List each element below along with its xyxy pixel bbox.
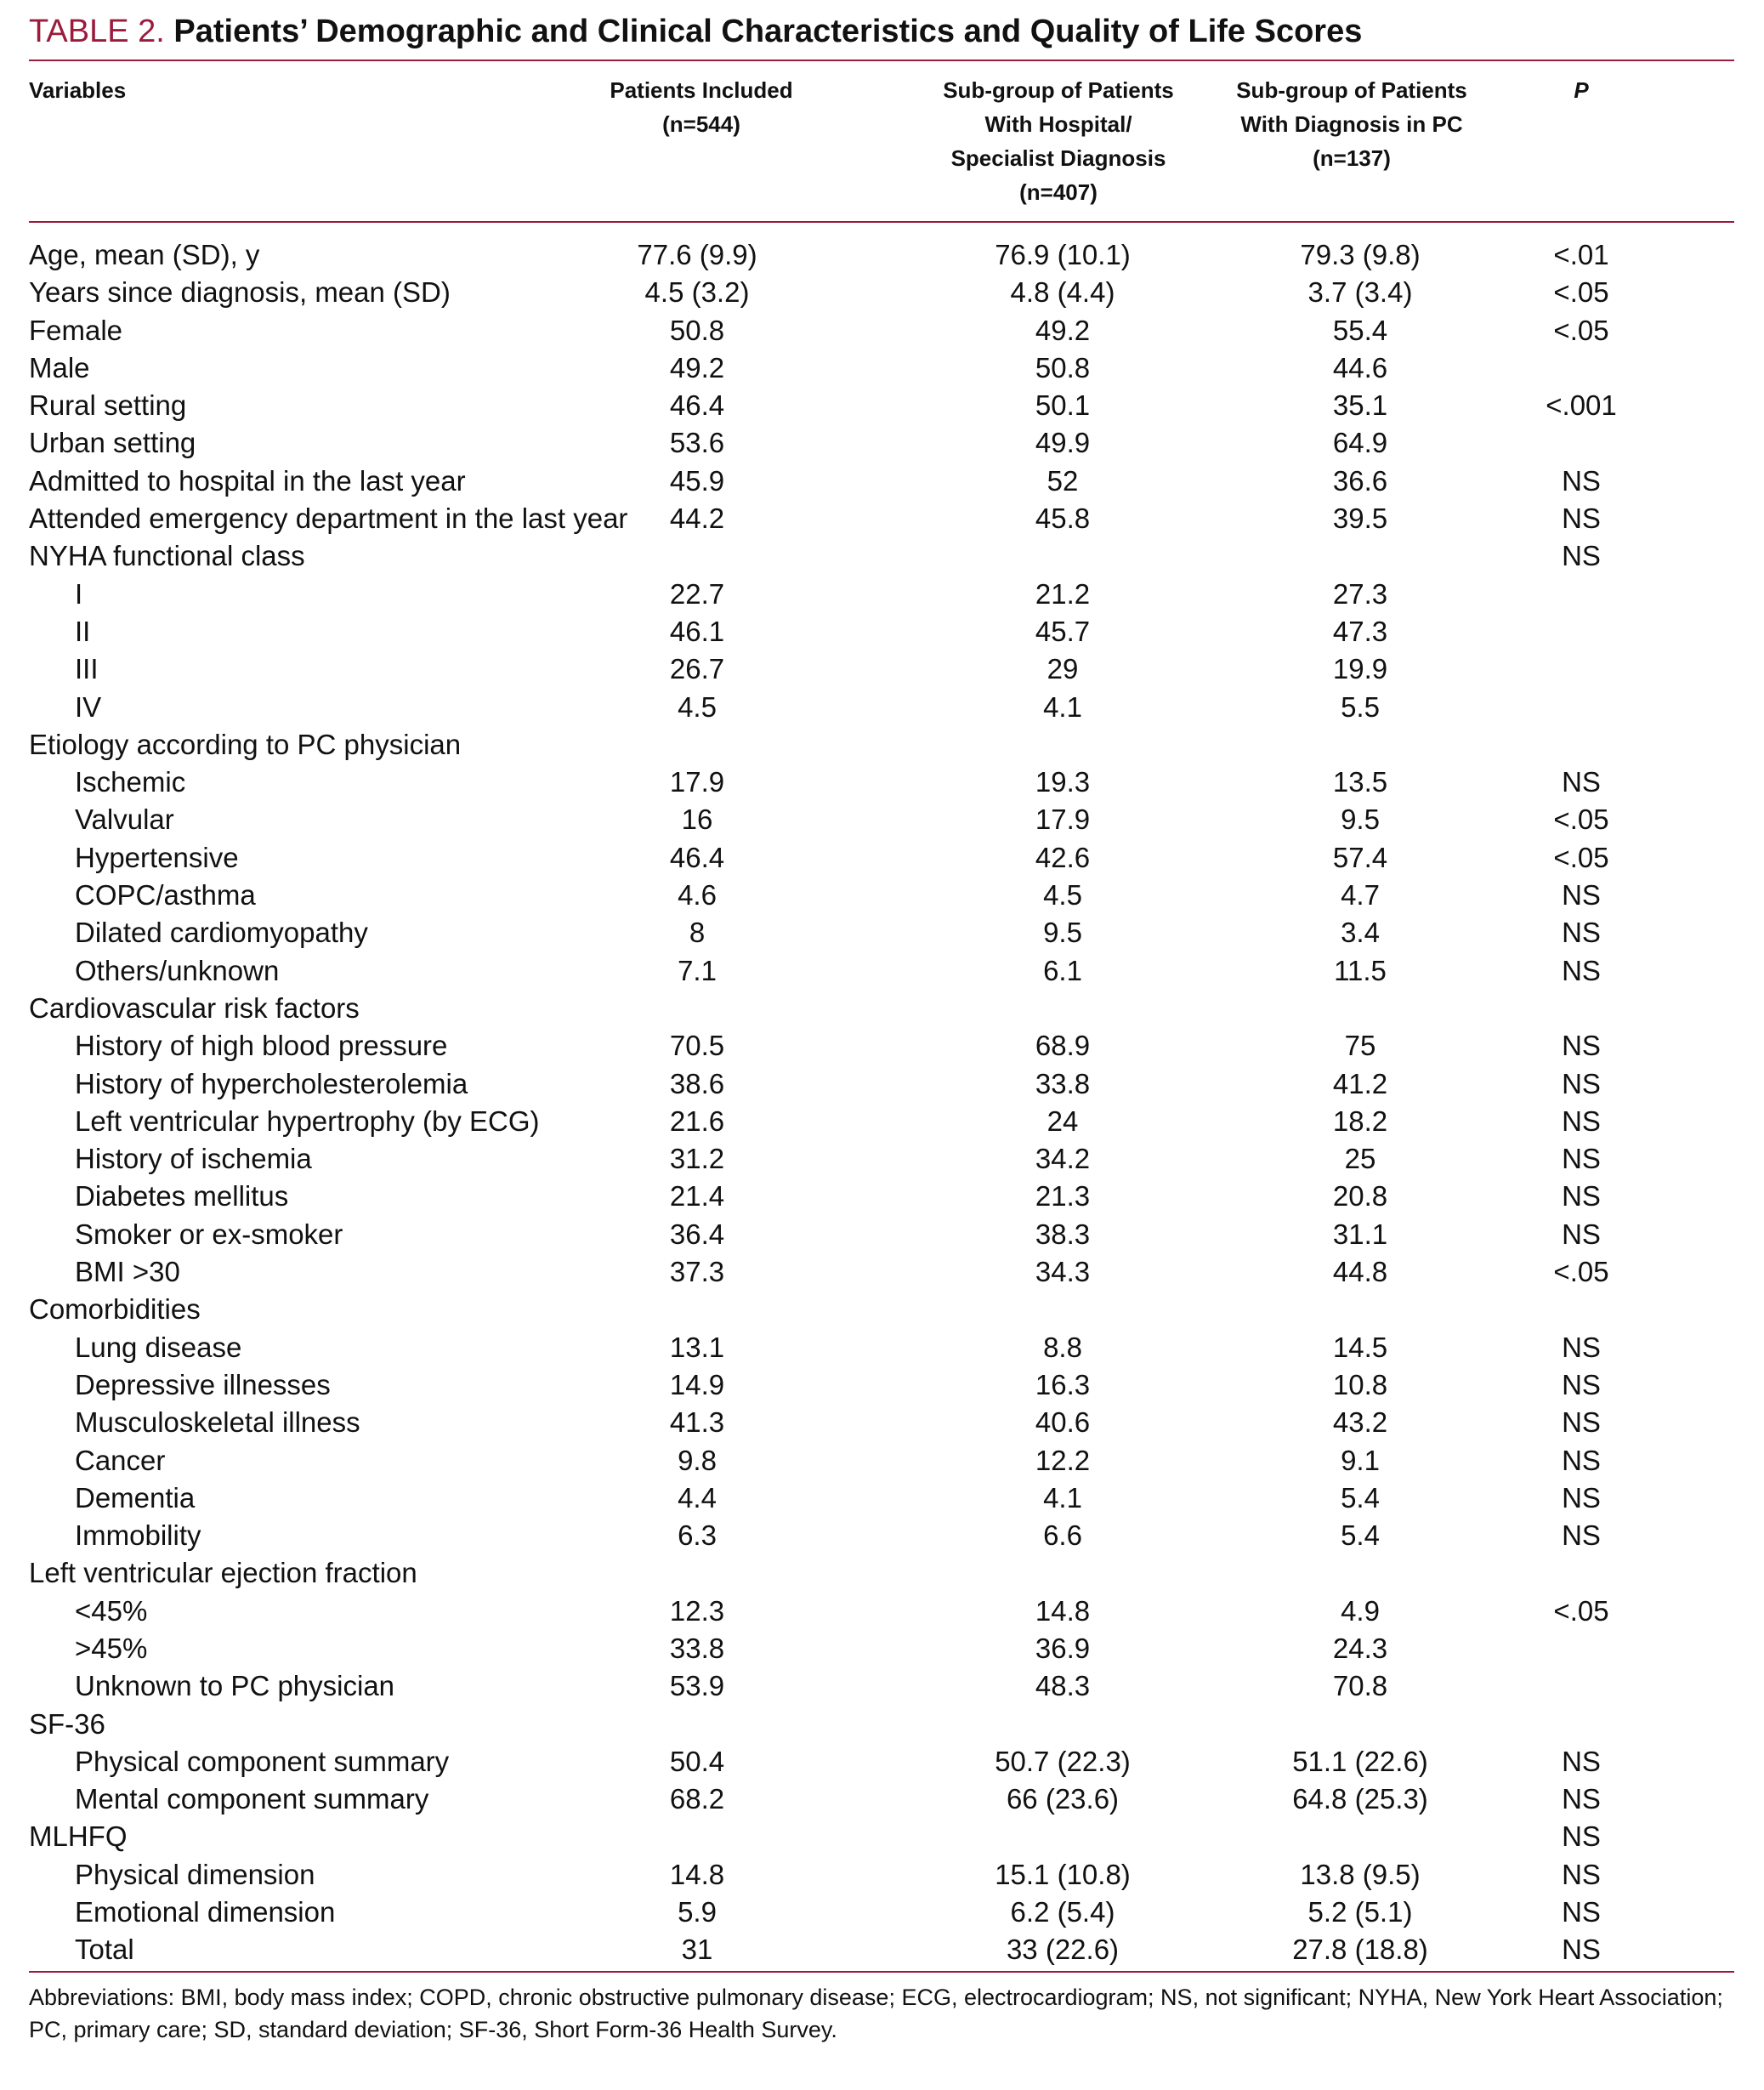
cell-hospital-specialist: 19.3 <box>1035 766 1091 798</box>
header-line: (n=137) <box>1313 145 1391 171</box>
table-caption: Patients’ Demographic and Clinical Characteristics and Quality of Life Scores <box>173 14 1363 49</box>
cell-patients-included: 68.2 <box>669 1783 725 1815</box>
table-row <box>0 1178 1764 1215</box>
header-line: With Hospital/ <box>984 111 1132 137</box>
cell-p-value: NS <box>1562 954 1601 986</box>
row-label: Physical dimension <box>75 1858 315 1890</box>
row-label: COPC/asthma <box>75 879 256 912</box>
cell-diagnosis-pc: 13.8 (9.5) <box>1300 1858 1421 1890</box>
cell-patients-included: 21.6 <box>669 1105 725 1137</box>
cell-patients-included: 33.8 <box>669 1632 725 1664</box>
cell-hospital-specialist: 4.8 (4.4) <box>1010 276 1115 309</box>
table-row <box>0 1216 1764 1253</box>
header-patients-included <box>561 73 842 141</box>
table-row <box>0 1743 1764 1780</box>
table-row <box>0 1894 1764 1931</box>
cell-diagnosis-pc: 5.5 <box>1341 690 1380 723</box>
cell-diagnosis-pc: 18.2 <box>1332 1105 1388 1137</box>
table-row <box>0 1442 1764 1479</box>
table-row <box>0 1856 1764 1894</box>
cell-diagnosis-pc: 9.1 <box>1341 1444 1380 1476</box>
cell-patients-included: 4.5 <box>678 690 717 723</box>
cell-diagnosis-pc: 44.8 <box>1332 1256 1388 1288</box>
row-label: IV <box>75 690 102 723</box>
cell-patients-included: 46.4 <box>669 389 725 422</box>
table-row <box>0 236 1764 274</box>
row-label: Musculoskeletal illness <box>75 1406 360 1439</box>
cell-patients-included: 46.1 <box>669 615 725 647</box>
row-label: Rural setting <box>29 389 187 422</box>
cell-patients-included: 6.3 <box>678 1519 717 1552</box>
table-row <box>0 1593 1764 1630</box>
cell-diagnosis-pc: 51.1 (22.6) <box>1292 1745 1428 1777</box>
table-row <box>0 801 1764 838</box>
table-row <box>0 1366 1764 1404</box>
row-label: Left ventricular hypertrophy (by ECG) <box>75 1105 540 1137</box>
cell-patients-included: 17.9 <box>669 766 725 798</box>
cell-patients-included: 31 <box>681 1934 713 1966</box>
cell-patients-included: 21.4 <box>669 1180 725 1213</box>
cell-patients-included: 7.1 <box>678 954 717 986</box>
table-row <box>0 1329 1764 1366</box>
cell-p-value: NS <box>1562 1934 1601 1966</box>
table-row <box>0 914 1764 951</box>
cell-diagnosis-pc: 10.8 <box>1332 1368 1388 1400</box>
cell-p-value: <.05 <box>1553 1594 1609 1627</box>
row-label: Left ventricular ejection fraction <box>29 1557 417 1589</box>
row-label: Cardiovascular risk factors <box>29 991 360 1024</box>
row-label: Unknown to PC physician <box>75 1670 395 1702</box>
cell-hospital-specialist: 15.1 (10.8) <box>995 1858 1131 1890</box>
row-label: III <box>75 653 99 685</box>
cell-hospital-specialist: 6.2 (5.4) <box>1010 1896 1115 1928</box>
table-row <box>0 312 1764 349</box>
cell-diagnosis-pc: 9.5 <box>1341 804 1380 836</box>
cell-hospital-specialist: 50.7 (22.3) <box>995 1745 1131 1777</box>
cell-patients-included: 8 <box>689 917 706 949</box>
table-row <box>0 877 1764 914</box>
cell-hospital-specialist: 68.9 <box>1035 1030 1091 1062</box>
header-line: Sub-group of Patients <box>1236 77 1467 103</box>
cell-patients-included: 45.9 <box>669 464 725 497</box>
cell-hospital-specialist: 21.2 <box>1035 577 1091 610</box>
cell-hospital-specialist: 50.1 <box>1035 389 1091 422</box>
cell-diagnosis-pc: 3.7 (3.4) <box>1307 276 1413 309</box>
cell-patients-included: 77.6 (9.9) <box>637 239 757 270</box>
cell-diagnosis-pc: 36.6 <box>1332 464 1388 497</box>
row-label: Lung disease <box>75 1331 242 1363</box>
table-row <box>0 1291 1764 1328</box>
cell-diagnosis-pc: 64.9 <box>1332 427 1388 459</box>
cell-hospital-specialist: 21.3 <box>1035 1180 1091 1213</box>
cell-patients-included: 13.1 <box>669 1331 725 1363</box>
cell-hospital-specialist: 38.3 <box>1035 1218 1091 1250</box>
header-line: Specialist Diagnosis <box>950 145 1166 171</box>
cell-patients-included: 12.3 <box>669 1594 725 1627</box>
table-row <box>0 500 1764 537</box>
cell-diagnosis-pc: 5.2 (5.1) <box>1307 1896 1413 1928</box>
table-row <box>0 1404 1764 1441</box>
row-label: Admitted to hospital in the last year <box>29 464 466 497</box>
row-label: Depressive illnesses <box>75 1368 331 1400</box>
header-diagnosis-pc <box>1211 73 1492 175</box>
header-line: (n=544) <box>662 111 740 137</box>
table-row <box>0 537 1764 575</box>
row-label: Comorbidities <box>29 1293 201 1326</box>
top-rule <box>29 60 1734 61</box>
row-label: History of high blood pressure <box>75 1030 448 1062</box>
table-row <box>0 1818 1764 1855</box>
footnote: Abbreviations: BMI, body mass index; COPD, chronic obstructive pulmonary disease; ECG, electrocardiogram; NS, not significant; NYHA, New York Heart Association; PC, primary care; SD, standard deviation; SF-36, Short Form-36 Health Survey. <box>29 1985 1723 2042</box>
cell-hospital-specialist: 45.8 <box>1035 503 1091 535</box>
cell-diagnosis-pc: 5.4 <box>1341 1519 1380 1552</box>
cell-p-value: NS <box>1562 1820 1601 1853</box>
cell-patients-included: 37.3 <box>669 1256 725 1288</box>
cell-hospital-specialist: 14.8 <box>1035 1594 1091 1627</box>
cell-patients-included: 36.4 <box>669 1218 725 1250</box>
cell-patients-included: 22.7 <box>669 577 725 610</box>
bottom-rule <box>29 1971 1734 1973</box>
cell-patients-included: 46.4 <box>669 841 725 873</box>
cell-hospital-specialist: 34.3 <box>1035 1256 1091 1288</box>
table-row <box>0 1667 1764 1705</box>
cell-patients-included: 4.4 <box>678 1481 717 1514</box>
row-label: Immobility <box>75 1519 201 1552</box>
cell-diagnosis-pc: 64.8 (25.3) <box>1292 1783 1428 1815</box>
cell-p-value: NS <box>1562 1783 1601 1815</box>
table-row <box>0 1630 1764 1667</box>
cell-p-value: NS <box>1562 879 1601 912</box>
cell-hospital-specialist: 24 <box>1046 1105 1079 1137</box>
table-row <box>0 650 1764 688</box>
table-row <box>0 1780 1764 1818</box>
cell-patients-included: 50.4 <box>669 1745 725 1777</box>
row-label: Diabetes mellitus <box>75 1180 289 1213</box>
row-label: Attended emergency department in the last year <box>29 503 628 535</box>
row-label: MLHFQ <box>29 1820 128 1853</box>
cell-patients-included: 50.8 <box>669 314 725 346</box>
cell-p-value: <.05 <box>1553 276 1609 309</box>
cell-diagnosis-pc: 41.2 <box>1332 1067 1388 1099</box>
cell-p-value: NS <box>1562 1519 1601 1552</box>
cell-patients-included: 5.9 <box>678 1896 717 1928</box>
cell-p-value: NS <box>1562 540 1601 572</box>
table-row <box>0 1253 1764 1291</box>
table-row <box>0 1140 1764 1178</box>
cell-patients-included: 38.6 <box>669 1067 725 1099</box>
cell-p-value: NS <box>1562 1105 1601 1137</box>
table-row <box>0 990 1764 1027</box>
cell-p-value: NS <box>1562 917 1601 949</box>
row-label: NYHA functional class <box>29 540 305 572</box>
cell-diagnosis-pc: 19.9 <box>1332 653 1388 685</box>
table-row <box>0 726 1764 764</box>
header-line: Patients Included <box>610 77 793 103</box>
table-body <box>0 236 1764 1969</box>
cell-p-value: NS <box>1562 503 1601 535</box>
table-row <box>0 613 1764 650</box>
cell-diagnosis-pc: 4.7 <box>1341 879 1380 912</box>
table-row <box>0 1065 1764 1103</box>
cell-patients-included: 31.2 <box>669 1143 725 1175</box>
cell-patients-included: 53.9 <box>669 1670 725 1702</box>
cell-hospital-specialist: 36.9 <box>1035 1632 1091 1664</box>
row-label: >45% <box>75 1632 148 1664</box>
cell-diagnosis-pc: 3.4 <box>1341 917 1380 949</box>
header-rule <box>29 221 1734 223</box>
table-row <box>0 689 1764 726</box>
cell-hospital-specialist: 9.5 <box>1043 917 1082 949</box>
cell-hospital-specialist: 6.6 <box>1043 1519 1082 1552</box>
table-row <box>0 952 1764 990</box>
cell-patients-included: 70.5 <box>669 1030 725 1062</box>
header-line: Sub-group of Patients <box>943 77 1174 103</box>
cell-p-value: NS <box>1562 1406 1601 1439</box>
cell-p-value: <.05 <box>1553 804 1609 836</box>
header-p-value: P <box>1574 77 1589 103</box>
cell-patients-included: 49.2 <box>669 351 725 383</box>
cell-diagnosis-pc: 70.8 <box>1332 1670 1388 1702</box>
table-row <box>0 424 1764 462</box>
cell-hospital-specialist: 49.2 <box>1035 314 1091 346</box>
row-label: I <box>75 577 83 610</box>
cell-hospital-specialist: 12.2 <box>1035 1444 1091 1476</box>
cell-diagnosis-pc: 13.5 <box>1332 766 1388 798</box>
cell-diagnosis-pc: 14.5 <box>1332 1331 1388 1363</box>
cell-diagnosis-pc: 5.4 <box>1341 1481 1380 1514</box>
cell-hospital-specialist: 33.8 <box>1035 1067 1091 1099</box>
row-label: Smoker or ex-smoker <box>75 1218 343 1250</box>
row-label: Urban setting <box>29 427 196 459</box>
row-label: Female <box>29 314 123 346</box>
cell-hospital-specialist: 4.5 <box>1043 879 1082 912</box>
row-label: Total <box>75 1934 134 1966</box>
header-line: With Diagnosis in PC <box>1240 111 1463 137</box>
row-label: Mental component summary <box>75 1783 429 1815</box>
table-row <box>0 1027 1764 1065</box>
row-label: History of hypercholesterolemia <box>75 1067 468 1099</box>
header-variables: Variables <box>29 77 127 103</box>
cell-diagnosis-pc: 39.5 <box>1332 503 1388 535</box>
row-label: Valvular <box>75 804 174 836</box>
table-row <box>0 576 1764 613</box>
cell-p-value: NS <box>1562 1444 1601 1476</box>
cell-p-value: <.05 <box>1553 1256 1609 1288</box>
table-row <box>0 1706 1764 1743</box>
table-row <box>0 349 1764 387</box>
row-label: II <box>75 615 91 647</box>
table-row <box>0 1554 1764 1592</box>
cell-p-value: <.001 <box>1546 389 1617 422</box>
row-label: History of ischemia <box>75 1143 312 1175</box>
row-label: BMI >30 <box>75 1256 180 1288</box>
cell-diagnosis-pc: 75 <box>1344 1030 1376 1062</box>
cell-hospital-specialist: 8.8 <box>1043 1331 1082 1363</box>
cell-hospital-specialist: 6.1 <box>1043 954 1082 986</box>
table-row <box>0 1103 1764 1140</box>
cell-p-value: NS <box>1562 1481 1601 1514</box>
cell-diagnosis-pc: 43.2 <box>1332 1406 1388 1439</box>
table-row <box>0 274 1764 311</box>
cell-hospital-specialist: 17.9 <box>1035 804 1091 836</box>
cell-hospital-specialist: 40.6 <box>1035 1406 1091 1439</box>
row-label: Years since diagnosis, mean (SD) <box>29 276 451 309</box>
cell-hospital-specialist: 52 <box>1046 464 1079 497</box>
cell-hospital-specialist: 29 <box>1046 653 1079 685</box>
row-label: Emotional dimension <box>75 1896 336 1928</box>
cell-patients-included: 26.7 <box>669 653 725 685</box>
cell-diagnosis-pc: 27.3 <box>1332 577 1388 610</box>
cell-p-value: NS <box>1562 1067 1601 1099</box>
cell-diagnosis-pc: 20.8 <box>1332 1180 1388 1213</box>
cell-p-value: NS <box>1562 1180 1601 1213</box>
cell-patients-included: 53.6 <box>669 427 725 459</box>
cell-hospital-specialist: 50.8 <box>1035 351 1091 383</box>
table-number: TABLE 2. <box>29 14 165 49</box>
row-label: SF-36 <box>29 1707 105 1740</box>
cell-hospital-specialist: 45.7 <box>1035 615 1091 647</box>
cell-p-value: NS <box>1562 1896 1601 1928</box>
cell-hospital-specialist: 49.9 <box>1035 427 1091 459</box>
cell-diagnosis-pc: 25 <box>1344 1143 1376 1175</box>
cell-p-value: NS <box>1562 1745 1601 1777</box>
row-label: Others/unknown <box>75 954 280 986</box>
table-title <box>29 10 1362 53</box>
cell-patients-included: 41.3 <box>669 1406 725 1439</box>
cell-p-value: NS <box>1562 1331 1601 1363</box>
row-label: Physical component summary <box>75 1745 450 1777</box>
table-row <box>0 839 1764 877</box>
row-label: <45% <box>75 1594 148 1627</box>
cell-p-value: <.05 <box>1553 841 1609 873</box>
table-row <box>0 1479 1764 1517</box>
cell-p-value: NS <box>1562 464 1601 497</box>
cell-diagnosis-pc: 11.5 <box>1334 954 1387 986</box>
cell-p-value: NS <box>1562 1368 1601 1400</box>
cell-p-value: NS <box>1562 1143 1601 1175</box>
row-label: Etiology according to PC physician <box>29 728 462 760</box>
cell-p-value: NS <box>1562 1218 1601 1250</box>
row-label: Age, mean (SD), y <box>29 239 260 270</box>
cell-p-value: NS <box>1562 1858 1601 1890</box>
cell-hospital-specialist: 34.2 <box>1035 1143 1091 1175</box>
cell-patients-included: 4.6 <box>678 879 717 912</box>
table-row <box>0 1931 1764 1968</box>
cell-hospital-specialist: 16.3 <box>1035 1368 1091 1400</box>
cell-hospital-specialist: 42.6 <box>1035 841 1091 873</box>
cell-patients-included: 14.8 <box>669 1858 725 1890</box>
cell-p-value: <.01 <box>1553 239 1609 270</box>
row-label: Male <box>29 351 90 383</box>
cell-p-value: NS <box>1562 766 1601 798</box>
cell-hospital-specialist: 48.3 <box>1035 1670 1091 1702</box>
table-row <box>0 764 1764 801</box>
cell-diagnosis-pc: 55.4 <box>1332 314 1388 346</box>
cell-hospital-specialist: 4.1 <box>1043 690 1082 723</box>
header-hospital-specialist <box>918 73 1199 209</box>
table-row <box>0 463 1764 500</box>
cell-diagnosis-pc: 31.1 <box>1332 1218 1388 1250</box>
cell-diagnosis-pc: 24.3 <box>1332 1632 1388 1664</box>
cell-patients-included: 44.2 <box>669 503 725 535</box>
cell-patients-included: 16 <box>681 804 713 836</box>
cell-hospital-specialist: 4.1 <box>1043 1481 1082 1514</box>
cell-p-value: NS <box>1562 1030 1601 1062</box>
cell-diagnosis-pc: 4.9 <box>1341 1594 1380 1627</box>
cell-hospital-specialist: 33 (22.6) <box>1006 1934 1120 1966</box>
cell-patients-included: 4.5 (3.2) <box>644 276 750 309</box>
cell-hospital-specialist: 66 (23.6) <box>1006 1783 1120 1815</box>
cell-patients-included: 9.8 <box>678 1444 717 1476</box>
row-label: Ischemic <box>75 766 186 798</box>
cell-patients-included: 14.9 <box>669 1368 725 1400</box>
row-label: Dementia <box>75 1481 196 1514</box>
table-row <box>0 387 1764 424</box>
table-row <box>0 1517 1764 1554</box>
cell-hospital-specialist: 76.9 (10.1) <box>995 239 1131 270</box>
cell-diagnosis-pc: 47.3 <box>1332 615 1388 647</box>
cell-p-value: <.05 <box>1553 314 1609 346</box>
cell-diagnosis-pc: 44.6 <box>1332 351 1388 383</box>
header-line: (n=407) <box>1019 179 1098 205</box>
cell-diagnosis-pc: 35.1 <box>1332 389 1388 422</box>
row-label: Cancer <box>75 1444 166 1476</box>
cell-diagnosis-pc: 57.4 <box>1332 841 1388 873</box>
row-label: Dilated cardiomyopathy <box>75 917 368 949</box>
row-label: Hypertensive <box>75 841 239 873</box>
cell-diagnosis-pc: 27.8 (18.8) <box>1292 1934 1428 1966</box>
cell-diagnosis-pc: 79.3 (9.8) <box>1300 239 1421 270</box>
